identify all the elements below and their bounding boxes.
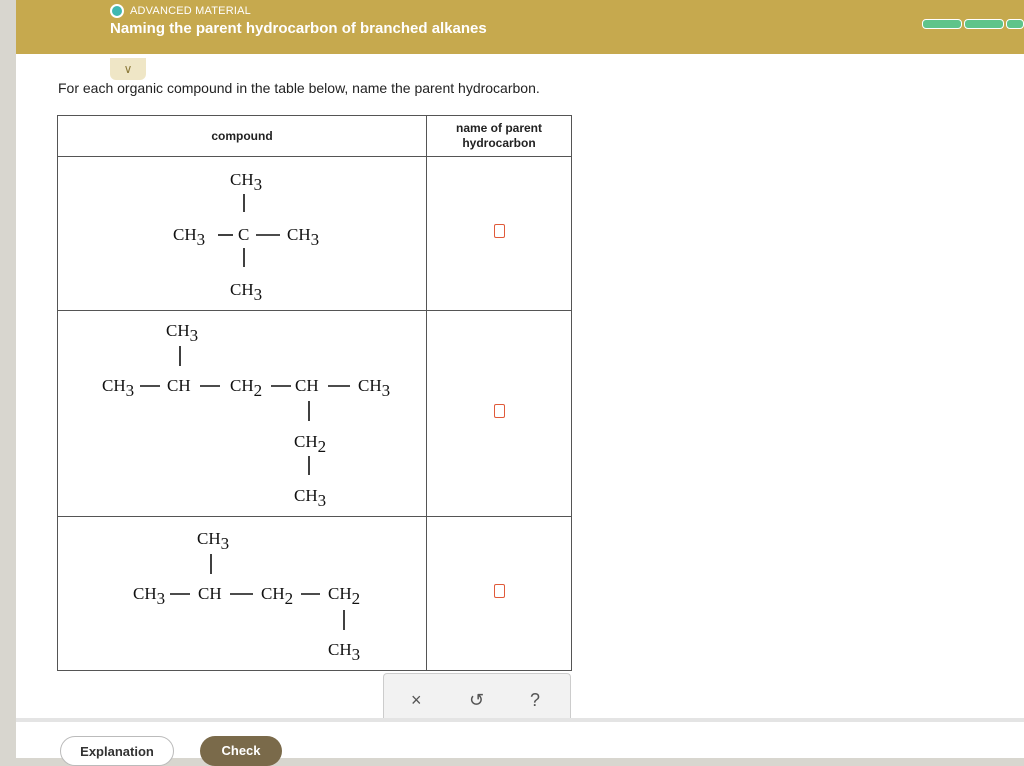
table-header-row (58, 116, 572, 157)
svg-text:CH3: CH3 (358, 376, 391, 400)
svg-text:CH3: CH3 (230, 280, 263, 304)
svg-text:CH: CH (295, 376, 319, 395)
help-icon[interactable]: ? (530, 690, 541, 710)
molecule-1 (58, 157, 426, 310)
molecule-3 (58, 517, 426, 670)
svg-text:CH3: CH3 (197, 529, 230, 553)
table-row (58, 311, 572, 517)
explanation-button[interactable]: Explanation (60, 736, 174, 766)
table-row (58, 517, 572, 671)
status-dot-icon (110, 4, 124, 18)
svg-text:CH3: CH3 (328, 640, 361, 664)
svg-text:CH3: CH3 (133, 584, 166, 608)
molecule-2 (58, 311, 426, 516)
svg-text:CH3: CH3 (294, 486, 327, 510)
table-row (58, 157, 572, 311)
compound-structure-1 (58, 157, 427, 311)
progress-segment (1006, 19, 1024, 29)
page-title: Naming the parent hydrocarbon of branched alkanes (110, 20, 487, 37)
compound-structure-3 (58, 517, 427, 671)
answer-input[interactable] (494, 224, 505, 238)
progress-segment (922, 19, 962, 29)
svg-text:CH2: CH2 (294, 432, 327, 456)
svg-text:CH3: CH3 (166, 321, 199, 345)
section-row (110, 4, 251, 18)
svg-text:CH: CH (167, 376, 191, 395)
answer-cell-2[interactable] (427, 311, 572, 517)
compound-header: compound (58, 116, 427, 157)
question-prompt: For each organic compound in the table below, name the parent hydrocarbon. (58, 80, 540, 96)
progress-segment (964, 19, 1004, 29)
svg-text:CH3: CH3 (287, 225, 320, 249)
answer-cell-1[interactable] (427, 157, 572, 311)
svg-text:CH3: CH3 (173, 225, 206, 249)
svg-text:CH2: CH2 (230, 376, 263, 400)
parent-header (427, 116, 572, 157)
progress-bar (922, 19, 1024, 29)
clear-icon[interactable]: × (411, 690, 422, 710)
compound-structure-2 (58, 311, 427, 517)
svg-text:CH2: CH2 (328, 584, 361, 608)
undo-icon[interactable]: ↺ (469, 690, 485, 710)
answer-input[interactable] (494, 584, 505, 598)
parent-header-line1: name of parent (455, 121, 542, 135)
answer-cell-3[interactable] (427, 517, 572, 671)
chevron-down-icon: ∨ (123, 62, 133, 76)
answer-input[interactable] (494, 404, 505, 418)
ch3-top (230, 170, 262, 194)
svg-text:CH2: CH2 (261, 584, 294, 608)
footer-divider (16, 718, 1024, 722)
answer-toolbar (383, 673, 571, 719)
svg-text:CH3: CH3 (230, 170, 263, 194)
compound-table (57, 115, 572, 671)
svg-text:CH: CH (198, 584, 222, 603)
collapse-toggle[interactable] (110, 58, 146, 80)
parent-header-line2: hydrocarbon (462, 136, 536, 150)
svg-text:C: C (238, 225, 250, 244)
check-button[interactable]: Check (200, 736, 282, 766)
section-label: ADVANCED MATERIAL (130, 5, 251, 17)
svg-text:CH3: CH3 (102, 376, 135, 400)
